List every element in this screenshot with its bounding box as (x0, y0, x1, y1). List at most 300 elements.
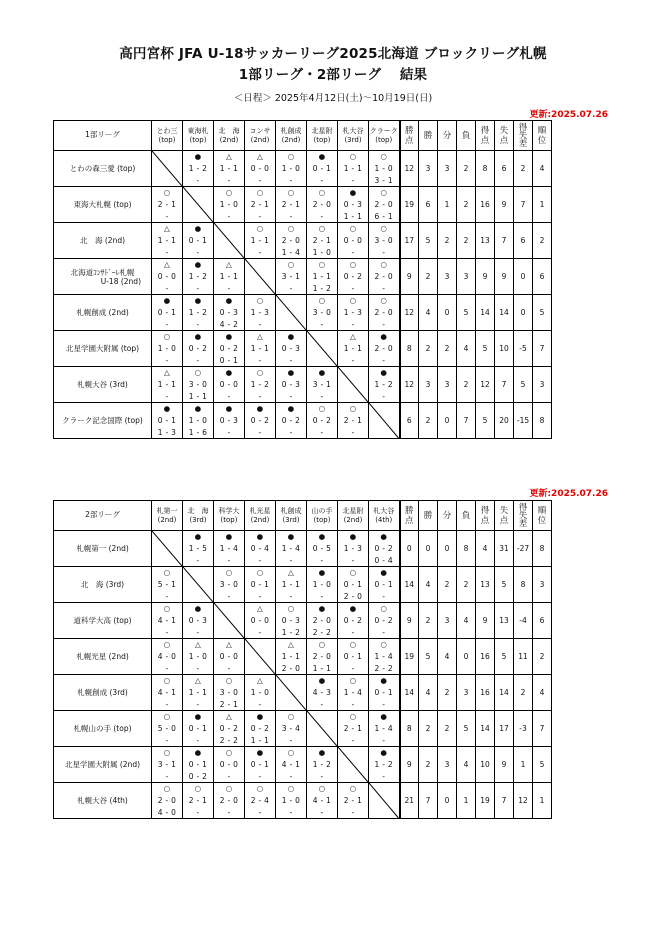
match-score: 0 - 1 (157, 416, 177, 425)
match-result-cell (307, 187, 338, 223)
result-mark: ● (194, 260, 202, 269)
match-score: - (165, 700, 169, 709)
match-result-cell (338, 567, 369, 603)
match-result-cell (307, 603, 338, 639)
match-score: - (320, 772, 324, 781)
match-score: - (165, 772, 169, 781)
result-mark: △ (194, 640, 202, 649)
team-stat: 2 (533, 223, 552, 259)
self-match-diagonal-cell (307, 711, 338, 747)
result-mark: ○ (163, 640, 171, 649)
match-score: - (258, 700, 262, 709)
team-stat: 9 (495, 747, 514, 783)
result-mark: ● (349, 188, 357, 197)
match-score: 0 - 0 (157, 272, 177, 281)
match-score: - (196, 176, 200, 185)
match-score: 3 - 0 (219, 580, 239, 589)
match-score: - (227, 808, 231, 817)
main-title: 高円宮杯 JFA U-18サッカーリーグ2025北海道 ブロックリーグ札幌 (119, 46, 547, 62)
opponent-header-line: (top) (220, 515, 238, 524)
team-stat: 0 (514, 295, 533, 331)
team-stat: 12 (400, 151, 419, 187)
opponent-header-line: (2nd) (250, 515, 270, 524)
match-result-cell (214, 711, 245, 747)
team-stat: 13 (495, 603, 514, 639)
team-stat: 5 (514, 367, 533, 403)
result-mark: ○ (225, 784, 233, 793)
match-score: - (165, 212, 169, 221)
match-result-cell (369, 711, 400, 747)
team-stat: 5 (533, 295, 552, 331)
team-stat: 0 (438, 783, 457, 819)
opponent-header-line: 札創成 (280, 127, 302, 135)
team-name (54, 403, 152, 439)
result-mark: ○ (256, 224, 264, 233)
opponent-header-line: 札大谷 (373, 507, 395, 515)
match-result-cell (245, 747, 276, 783)
team-stat: 3 (438, 151, 457, 187)
match-score: - (227, 176, 231, 185)
team-stat: 14 (476, 295, 495, 331)
opponent-column-header (183, 501, 214, 531)
team-stat: 7 (533, 331, 552, 367)
match-result-cell (338, 639, 369, 675)
match-result-cell (369, 331, 400, 367)
opponent-header-line: (2nd) (157, 515, 177, 524)
opponent-column-header (214, 501, 245, 531)
team-name-line: とわの森三愛 (top) (69, 164, 136, 173)
team-stat: 4 (476, 531, 495, 567)
match-result-cell (183, 367, 214, 403)
result-mark: ○ (225, 188, 233, 197)
match-score: 0 - 1 (188, 236, 208, 245)
opponent-column-header (338, 501, 369, 531)
team-row (54, 187, 552, 223)
team-name (54, 675, 152, 711)
stat-column-header (533, 501, 552, 531)
match-result-cell (338, 223, 369, 259)
result-mark: ○ (380, 296, 388, 305)
match-score: 2 - 2 (219, 736, 239, 745)
team-stat: 2 (438, 331, 457, 367)
team-stat: 2 (419, 403, 438, 439)
result-mark: ● (349, 532, 357, 541)
stat-column-header (419, 501, 438, 531)
match-score: 0 - 1 (250, 760, 270, 769)
result-mark: ● (287, 332, 295, 341)
result-mark: ● (318, 152, 326, 161)
match-score: - (351, 176, 355, 185)
match-score: 1 - 1 (157, 380, 177, 389)
team-name-line: 北 海 (2nd) (79, 236, 126, 245)
self-match-diagonal-cell (245, 639, 276, 675)
result-mark: ○ (380, 640, 388, 649)
match-score: - (258, 212, 262, 221)
team-stat: 16 (476, 675, 495, 711)
match-result-cell (369, 259, 400, 295)
opponent-column-header (307, 121, 338, 151)
stat-column-header (495, 121, 514, 151)
match-score: - (351, 700, 355, 709)
match-score: - (351, 556, 355, 565)
team-stat: 21 (400, 783, 419, 819)
team-stat: 4 (533, 675, 552, 711)
match-score: - (165, 320, 169, 329)
team-stat: 2 (438, 711, 457, 747)
match-score: - (382, 736, 386, 745)
stat-header-line: 分 (442, 510, 452, 521)
match-result-cell (152, 567, 183, 603)
match-score: - (227, 592, 231, 601)
match-result-cell (338, 603, 369, 639)
team-stat: 8 (457, 531, 476, 567)
match-score: - (289, 428, 293, 437)
result-mark: ○ (380, 224, 388, 233)
match-result-cell (276, 259, 307, 295)
team-row (54, 603, 552, 639)
match-score: - (227, 212, 231, 221)
team-stat: 2 (438, 223, 457, 259)
match-score: - (289, 212, 293, 221)
match-score: 2 - 0 (343, 592, 363, 601)
result-mark: ○ (256, 368, 264, 377)
match-score: - (351, 356, 355, 365)
result-mark: ● (194, 712, 202, 721)
team-stat: 6 (400, 403, 419, 439)
match-score: - (382, 320, 386, 329)
team-name (54, 603, 152, 639)
team-stat: 2 (419, 747, 438, 783)
team-stat: 16 (476, 187, 495, 223)
stat-header-line: 得 (480, 125, 490, 136)
match-result-cell (183, 151, 214, 187)
match-score: 0 - 2 (219, 344, 239, 353)
result-mark: ● (225, 368, 233, 377)
team-stat: 2 (514, 675, 533, 711)
match-score: 1 - 1 (312, 664, 332, 673)
team-name-line: 札幌創成 (3rd) (77, 688, 128, 697)
team-name-line: 札幌第一 (2nd) (76, 544, 129, 553)
result-mark: ○ (287, 748, 295, 757)
team-row (54, 223, 552, 259)
match-result-cell (307, 259, 338, 295)
match-result-cell (245, 331, 276, 367)
match-score: 0 - 2 (250, 724, 270, 733)
team-name-line: 札幌大谷 (3rd) (77, 380, 128, 389)
result-mark: ○ (380, 604, 388, 613)
stat-column-header (457, 501, 476, 531)
team-stat: 5 (533, 747, 552, 783)
result-mark: ○ (287, 260, 295, 269)
match-score: - (165, 628, 169, 637)
team-stat: 20 (495, 403, 514, 439)
team-name (54, 259, 152, 295)
match-result-cell (183, 675, 214, 711)
match-score: 0 - 0 (219, 652, 239, 661)
match-score: - (227, 392, 231, 401)
opponent-header-line: 札大谷 (342, 127, 364, 135)
league-name-header (54, 501, 152, 531)
match-result-cell (276, 367, 307, 403)
opponent-header-line: (2nd) (343, 515, 363, 524)
match-result-cell (276, 187, 307, 223)
opponent-column-header (214, 121, 245, 151)
match-score: 0 - 0 (250, 616, 270, 625)
match-result-cell (369, 675, 400, 711)
match-score: - (289, 808, 293, 817)
result-mark: ○ (256, 568, 264, 577)
result-mark: ○ (318, 188, 326, 197)
self-match-diagonal-cell (183, 187, 214, 223)
team-row (54, 331, 552, 367)
stat-header-line: 点 (499, 515, 509, 526)
team-stat: 19 (476, 783, 495, 819)
result-mark: △ (225, 260, 233, 269)
result-mark: ○ (287, 188, 295, 197)
self-match-diagonal-cell (214, 603, 245, 639)
match-result-cell (214, 151, 245, 187)
result-mark: ● (194, 748, 202, 757)
result-mark: ● (256, 404, 264, 413)
match-result-cell (152, 367, 183, 403)
result-mark: △ (256, 676, 264, 685)
result-mark: ○ (318, 640, 326, 649)
result-mark: ○ (225, 676, 233, 685)
match-score: 1 - 0 (188, 652, 208, 661)
team-name-line: 東海大札幌 (top) (73, 200, 132, 209)
match-result-cell (307, 367, 338, 403)
team-stat: 0 (514, 259, 533, 295)
opponent-header-line: (top) (189, 135, 207, 144)
match-score: - (258, 428, 262, 437)
match-result-cell (152, 783, 183, 819)
match-score: - (196, 284, 200, 293)
self-match-diagonal-cell (369, 783, 400, 819)
team-stat: 14 (476, 711, 495, 747)
stat-column-header (400, 501, 419, 531)
team-name-line: 札幌光星 (2nd) (76, 652, 129, 661)
team-name (54, 367, 152, 403)
match-result-cell (369, 223, 400, 259)
team-stat: 9 (400, 259, 419, 295)
result-mark: ○ (163, 676, 171, 685)
opponent-column-header (152, 501, 183, 531)
match-score: 1 - 2 (188, 272, 208, 281)
stat-header-line: 位 (537, 135, 547, 146)
team-stat: 1 (533, 783, 552, 819)
diagonal-line (276, 295, 306, 330)
team-row (54, 531, 552, 567)
team-row (54, 675, 552, 711)
league2-table-container (53, 500, 552, 819)
diagonal-line (307, 331, 337, 366)
opponent-column-header (183, 121, 214, 151)
team-stat: 19 (400, 187, 419, 223)
team-stat: 5 (457, 711, 476, 747)
match-result-cell (338, 187, 369, 223)
team-stat: 19 (400, 639, 419, 675)
team-row (54, 567, 552, 603)
result-mark: ● (380, 368, 388, 377)
result-mark: ○ (163, 188, 171, 197)
team-stat: 5 (476, 331, 495, 367)
match-score: 0 - 1 (374, 688, 394, 697)
team-stat: 9 (495, 187, 514, 223)
diagonal-line (214, 223, 244, 258)
update-date-league1: 更新:2025.07.26 (529, 110, 608, 120)
opponent-column-header (369, 121, 400, 151)
diagonal-line (214, 603, 244, 638)
match-result-cell (338, 295, 369, 331)
result-mark: ● (225, 532, 233, 541)
match-score: 6 - 1 (374, 212, 394, 221)
result-mark: ○ (349, 152, 357, 161)
match-result-cell (369, 639, 400, 675)
match-score: 2 - 0 (312, 200, 332, 209)
match-score: - (320, 592, 324, 601)
stat-column-header (476, 501, 495, 531)
diagonal-line (369, 783, 399, 818)
team-name (54, 639, 152, 675)
match-score: 1 - 0 (219, 200, 239, 209)
result-mark: ○ (380, 152, 388, 161)
opponent-header-line: 山の手 (311, 507, 333, 515)
match-result-cell (245, 223, 276, 259)
match-result-cell (245, 783, 276, 819)
opponent-header-line: クラーク (369, 127, 398, 135)
match-result-cell (307, 747, 338, 783)
team-stat: 17 (495, 711, 514, 747)
match-result-cell (276, 403, 307, 439)
team-name (54, 187, 152, 223)
match-score: 1 - 4 (343, 688, 363, 697)
match-result-cell (183, 603, 214, 639)
team-row (54, 259, 552, 295)
match-score: 1 - 1 (250, 236, 270, 245)
team-stat: 12 (514, 783, 533, 819)
stat-column-header (438, 501, 457, 531)
match-score: - (320, 808, 324, 817)
stat-header-line: 点 (480, 515, 490, 526)
match-score: - (382, 248, 386, 257)
opponent-header-line: 札光星 (249, 507, 271, 515)
team-stat: -15 (514, 403, 533, 439)
result-mark: ● (287, 532, 295, 541)
team-stat: 0 (419, 531, 438, 567)
match-score: 1 - 2 (312, 284, 332, 293)
self-match-diagonal-cell (276, 675, 307, 711)
match-score: 2 - 0 (281, 236, 301, 245)
match-score: - (258, 628, 262, 637)
team-stat: 3 (457, 675, 476, 711)
result-mark: ● (194, 332, 202, 341)
match-score: 2 - 1 (157, 200, 177, 209)
team-stat: 9 (476, 603, 495, 639)
match-score: 0 - 2 (343, 272, 363, 281)
team-stat: 2 (457, 567, 476, 603)
team-stat: 6 (419, 187, 438, 223)
match-score: 2 - 0 (312, 616, 332, 625)
match-score: 1 - 6 (188, 428, 208, 437)
opponent-column-header (276, 501, 307, 531)
team-stat: 2 (419, 603, 438, 639)
match-score: - (320, 392, 324, 401)
team-stat: 1 (533, 187, 552, 223)
match-score: 4 - 1 (281, 760, 301, 769)
team-stat: 7 (495, 367, 514, 403)
result-mark: ● (318, 532, 326, 541)
match-result-cell (152, 603, 183, 639)
match-score: - (165, 592, 169, 601)
match-result-cell (214, 367, 245, 403)
match-score: 1 - 5 (188, 544, 208, 553)
match-score: - (351, 428, 355, 437)
match-result-cell (245, 567, 276, 603)
match-score: - (165, 284, 169, 293)
result-mark: ○ (194, 784, 202, 793)
result-mark: ● (194, 604, 202, 613)
match-score: 1 - 4 (374, 724, 394, 733)
result-mark: △ (287, 640, 295, 649)
match-result-cell (369, 367, 400, 403)
result-mark: ○ (318, 296, 326, 305)
stat-header-line: 失 (499, 125, 509, 136)
opponent-column-header (245, 121, 276, 151)
match-score: - (258, 556, 262, 565)
match-score: 2 - 2 (374, 664, 394, 673)
match-score: 2 - 0 (219, 796, 239, 805)
match-score: - (227, 428, 231, 437)
team-stat: 3 (419, 151, 438, 187)
match-result-cell (369, 295, 400, 331)
team-stat: 10 (476, 747, 495, 783)
match-result-cell (276, 783, 307, 819)
match-score: 0 - 3 (219, 308, 239, 317)
result-mark: △ (256, 332, 264, 341)
team-stat: 2 (419, 259, 438, 295)
match-score: 1 - 1 (188, 688, 208, 697)
result-mark: ○ (349, 568, 357, 577)
match-result-cell (276, 531, 307, 567)
team-stat: 1 (457, 783, 476, 819)
self-match-diagonal-cell (245, 259, 276, 295)
match-result-cell (338, 403, 369, 439)
result-mark: ○ (349, 676, 357, 685)
match-result-cell (214, 675, 245, 711)
result-mark: △ (194, 676, 202, 685)
match-result-cell (276, 711, 307, 747)
match-score: - (382, 700, 386, 709)
result-mark: ● (194, 152, 202, 161)
team-name (54, 711, 152, 747)
result-mark: ● (225, 404, 233, 413)
team-stat: 6 (533, 259, 552, 295)
match-score: - (196, 628, 200, 637)
stat-header-line: 差 (518, 138, 528, 149)
match-score: - (165, 392, 169, 401)
match-score: - (382, 356, 386, 365)
match-score: 0 - 1 (157, 308, 177, 317)
match-score: 2 - 1 (343, 796, 363, 805)
match-score: 4 - 1 (157, 616, 177, 625)
match-score: - (196, 736, 200, 745)
stat-header-line: 分 (442, 130, 452, 141)
team-name-line: クラーク記念国際 (top) (62, 416, 143, 425)
team-stat: 0 (457, 639, 476, 675)
match-score: 1 - 2 (188, 164, 208, 173)
match-score: - (165, 356, 169, 365)
opponent-header-line: 東海札 (187, 127, 209, 135)
